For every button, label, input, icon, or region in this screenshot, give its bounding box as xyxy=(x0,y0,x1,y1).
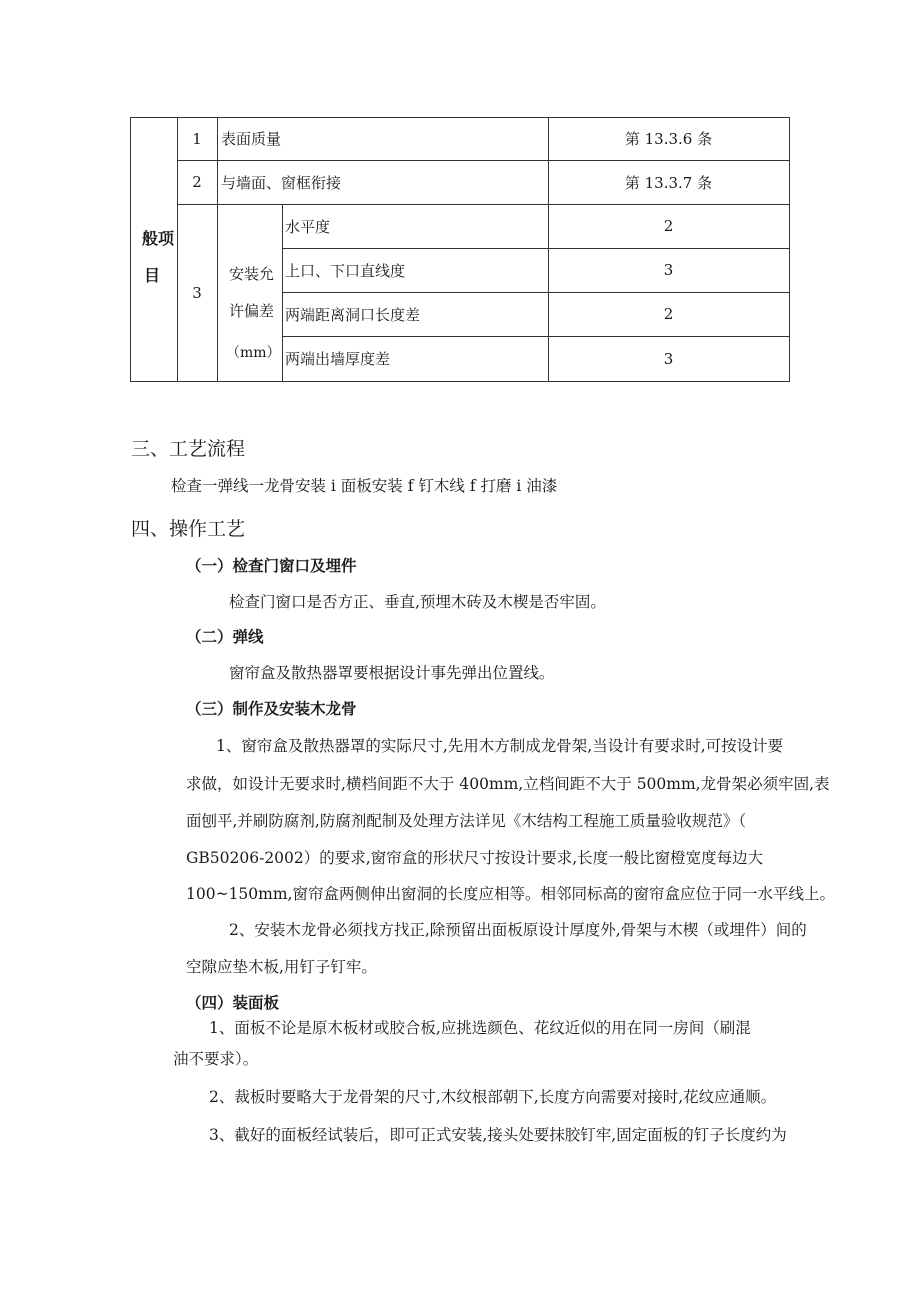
row-item: 与墙面、窗框衔接 xyxy=(221,173,342,192)
paragraph: 2、裁板时要略大于龙骨架的尺寸,木纹根部朝下,长度方向需要对接时,花纹应通顺。 xyxy=(209,1088,777,1106)
subrow-item: 水平度 xyxy=(285,217,331,236)
paragraph-line: 空隙应垫木板,用钉子钉牢。 xyxy=(186,958,377,976)
paragraph-line: 2、安装木龙骨必须找方找正,除预留出面板原设计厚度外,骨架与木楔（或埋件）间的 xyxy=(229,921,807,939)
paragraph: 3、截好的面板经试装后，即可正式安装,接头处要抹胶钉牢,固定面板的钉子长度约为 xyxy=(209,1126,787,1144)
subsection-title: （二）弹线 xyxy=(186,628,264,646)
process-flow: 检查一弹线一龙骨安装 i 面板安装 f 钉木线 f 打磨 i 油漆 xyxy=(171,477,558,495)
paragraph-line: 面刨平,并刷防腐剂,防腐剂配制及处理方法详见《木结构工程施工质量验收规范》（ xyxy=(186,812,747,830)
subrow-value: 2 xyxy=(663,217,674,235)
subsection-title: （一）检查门窗口及埋件 xyxy=(186,557,357,575)
paragraph-line: GB50206-2002）的要求,窗帘盒的形状尺寸按设计要求,长度一般比窗橙宽度每边大 xyxy=(186,849,764,867)
paragraph: 检查门窗口是否方正、垂直,预埋木砖及木楔是否牢固。 xyxy=(229,593,606,611)
section-heading: 三、工艺流程 xyxy=(131,438,246,460)
subrow-value: 2 xyxy=(663,305,674,323)
paragraph-line: 求做，如设计无要求时,横档间距不大于 400mm,立档间距不大于 500mm,龙骨架必须牢固,表 xyxy=(186,775,830,793)
tolerance-label-line3: （mm） xyxy=(226,345,281,361)
paragraph-line: 1、窗帘盒及散热器罩的实际尺寸,先用木方制成龙骨架,当设计有要求时,可按设计要 xyxy=(216,737,784,755)
subsection-title: （四）装面板 xyxy=(186,994,280,1012)
tolerance-label-line2: 许偏差 xyxy=(229,302,275,320)
paragraph-line: 1、面板不论是原木板材或胶合板,应挑选颜色、花纹近似的用在同一房间（刷混 xyxy=(209,1019,751,1037)
row-value: 第 13.3.7 条 xyxy=(624,173,713,192)
paragraph-line: 油不要求）。 xyxy=(173,1050,259,1068)
subrow-item: 上口、下口直线度 xyxy=(285,261,406,280)
row-number: 1 xyxy=(192,129,202,148)
subrow-value: 3 xyxy=(663,261,674,279)
subsection-title: （三）制作及安装木龙骨 xyxy=(186,700,357,718)
group-label-line2: 目 xyxy=(144,266,161,285)
row-number: 2 xyxy=(192,173,202,191)
acceptance-table xyxy=(0,0,920,400)
subrow-item: 两端出墙厚度差 xyxy=(285,350,391,368)
paragraph: 窗帘盒及散热器罩要根据设计事先弹出位置线。 xyxy=(229,664,555,682)
row-value: 第 13.3.6 条 xyxy=(624,130,713,148)
subrow-value: 3 xyxy=(663,349,674,368)
group-label-line1: 般项 xyxy=(142,229,175,248)
row-number: 3 xyxy=(192,283,202,302)
paragraph-line: 100~150mm,窗帘盒两侧伸出窗洞的长度应相等。相邻同标高的窗帘盒应位于同一水平线上。 xyxy=(186,885,835,903)
row-item: 表面质量 xyxy=(221,130,282,148)
section-heading: 四、操作工艺 xyxy=(131,518,246,540)
tolerance-label-line1: 安装允 xyxy=(229,265,275,283)
subrow-item: 两端距离洞口长度差 xyxy=(285,305,421,324)
